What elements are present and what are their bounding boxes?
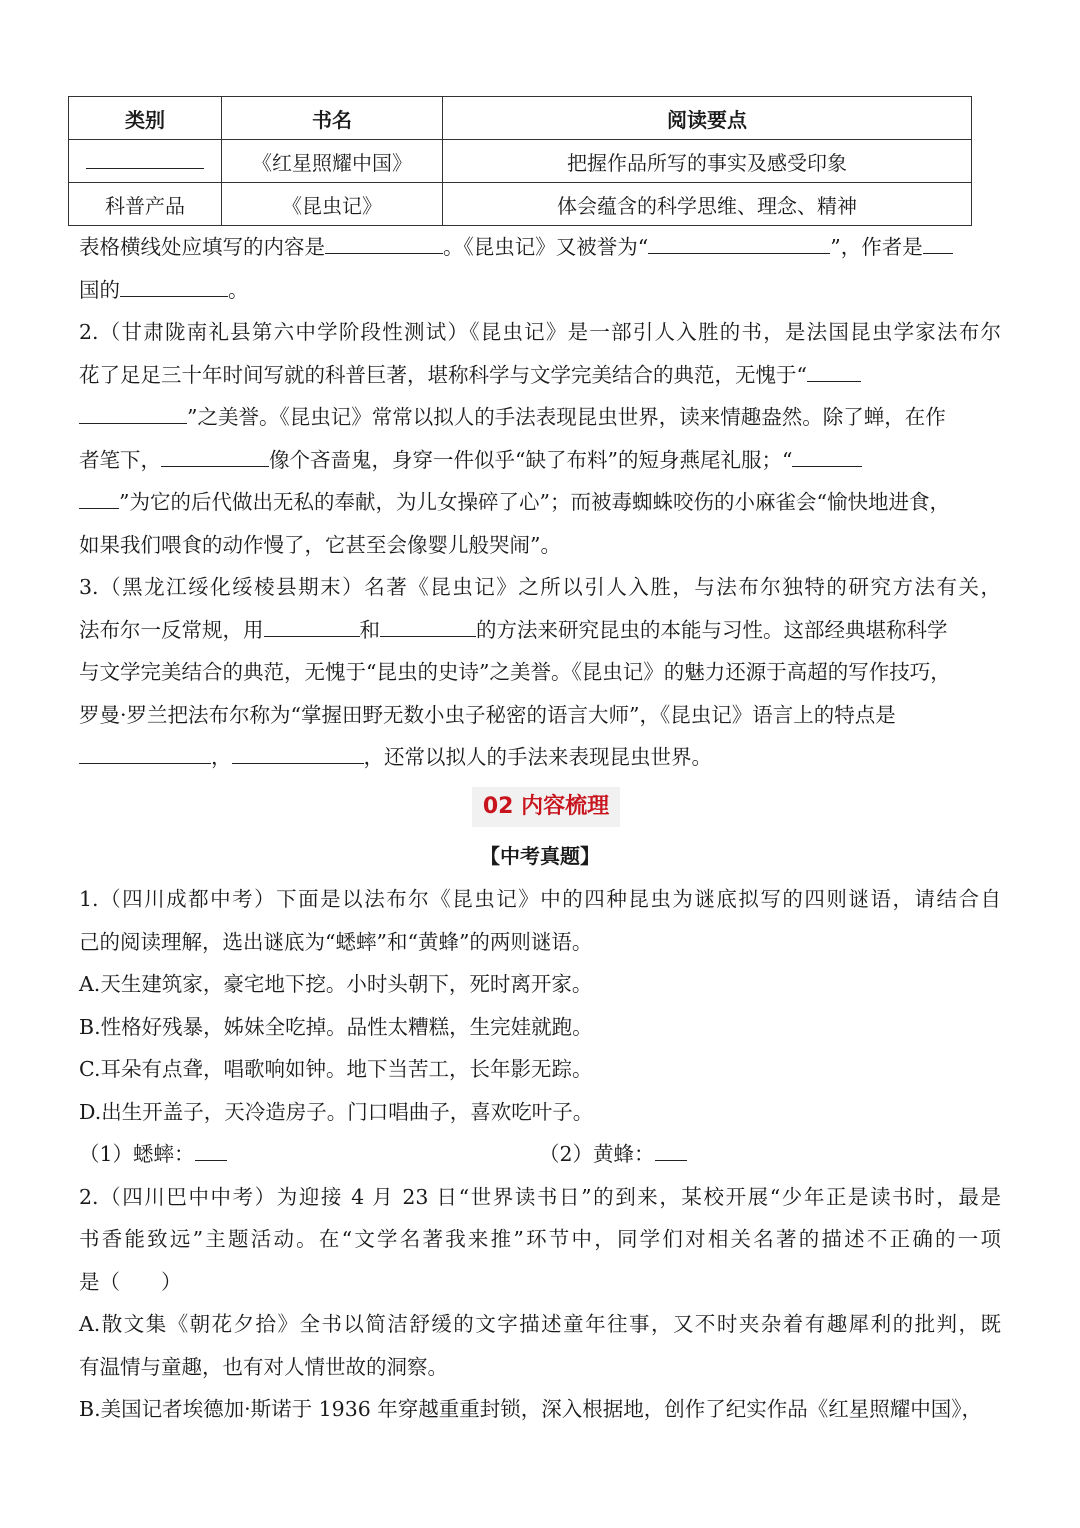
- text-segment: 表格横线处应填写的内容是: [79, 235, 325, 259]
- table-cell-book: 《红星照耀中国》: [222, 140, 443, 183]
- text-line: 书香能致远”主题活动。在“文学名著我来推”环节中，同学们对相关名著的描述不正确的一项: [79, 1227, 1001, 1251]
- option-a: A.散文集《朝花夕拾》全书以简洁舒缓的文字描述童年往事，又不时夹杂着有趣犀利的批判，既: [79, 1312, 1001, 1336]
- table-cell-point: 把握作品所写的事实及感受印象: [443, 140, 972, 183]
- table-cell-category-blank: [69, 140, 222, 183]
- question-block-1: [79, 226, 1001, 779]
- table-cell-point: 体会蕴含的科学思维、理念、精神: [443, 183, 972, 226]
- text-line: [79, 354, 1001, 397]
- option-c: C.耳朵有点聋，唱歌响如钟。地下当苦工，长年影无踪。: [79, 1057, 593, 1081]
- fill-blank: [79, 403, 187, 424]
- text-segment: 花了足足三十年时间写就的科普巨著，堪称科学与文学完美结合的典范，无愧于“: [79, 362, 807, 387]
- text-line: 与文学完美结合的典范，无愧于“昆虫的史诗”之美誉。《昆虫记》的魅力还源于高超的写作技巧，: [79, 660, 951, 684]
- text-segment: 。《昆虫记》又被誉为“: [443, 235, 649, 259]
- fill-blank: [86, 148, 204, 169]
- fill-blank: [380, 616, 476, 637]
- text-line: [79, 609, 1001, 652]
- option-a: A.天生建筑家，豪宅地下挖。小时头朝下，死时离开家。: [79, 972, 593, 996]
- text-line: 己的阅读理解，选出谜底为“蟋蟀”和“黄蜂”的两则谜语。: [79, 929, 593, 954]
- table-row: [69, 140, 972, 183]
- fill-blank: [655, 1140, 687, 1161]
- text-segment: 和: [359, 617, 380, 642]
- text-line: [79, 439, 1001, 482]
- text-segment: ，还常以拟人的手法来表现昆虫世界。: [363, 745, 712, 769]
- text-line: 罗曼·罗兰把法布尔称为“掌握田野无数小虫子秘密的语言大师”，《昆虫记》语言上的特点是: [79, 702, 896, 727]
- option-d: D.出生开盖子，天冷造房子。门口唱曲子，喜欢吃叶子。: [79, 1099, 594, 1124]
- text-line: 2.（四川巴中中考）为迎接 4 月 23 日“世界读书日”的到来，某校开展“少年正是读书时，最是: [79, 1184, 1001, 1209]
- table-header-book: 书名: [222, 97, 443, 140]
- fill-blank: [325, 233, 443, 254]
- text-line: 是（ ）: [79, 1269, 182, 1294]
- text-segment: 法布尔一反常规，用: [79, 617, 264, 642]
- fill-blank: [161, 446, 269, 467]
- text-line: [79, 736, 1001, 779]
- text-segment: 国的: [79, 277, 120, 302]
- text-line: 有温情与童趣，也有对人情世故的洞察。: [79, 1354, 448, 1379]
- fill-blank: [923, 233, 953, 254]
- text-line: 1.（四川成都中考）下面是以法布尔《昆虫记》中的四种昆虫为谜底拟写的四则谜语，请结合自: [79, 887, 1001, 911]
- answer-line: [79, 1133, 1001, 1176]
- table-header-row: [69, 97, 972, 140]
- fill-blank: [195, 1140, 227, 1161]
- fill-blank: [264, 616, 360, 637]
- answer-right: [539, 1133, 687, 1176]
- table-cell-category: 科普产品: [69, 183, 222, 226]
- text-segment: 。: [228, 277, 249, 302]
- fill-blank: [120, 276, 228, 297]
- table-row: [69, 183, 972, 226]
- section-subtitle: 【中考真题】: [480, 844, 600, 868]
- option-b: B.性格好残暴，姊妹全吃掉。品性太糟糕，生完娃就跑。: [79, 1014, 593, 1039]
- question-block-2: [79, 878, 1001, 1431]
- table-header-category: 类别: [69, 97, 222, 140]
- text-line: 3.（黑龙江绥化绥棱县期末）名著《昆虫记》之所以引人入胜，与法布尔独特的研究方法有关，: [79, 575, 1001, 599]
- text-segment: ”，作者是: [830, 235, 923, 259]
- text-segment: 的方法来研究昆虫的本能与习性。这部经典堪称科学: [476, 617, 948, 642]
- text-line: 2.（甘肃陇南礼县第六中学阶段性测试）《昆虫记》是一部引人入胜的书，是法国昆虫学家法布尔: [79, 320, 1001, 344]
- text-segment: ”之美誉。《昆虫记》常常以拟人的手法表现昆虫世界，读来情趣盎然。除了蝉，在作: [187, 405, 946, 429]
- option-b: B.美国记者埃德加·斯诺于 1936 年穿越重重封锁，深入根据地，创作了纪实作品《红星照耀中国》，: [79, 1397, 983, 1421]
- fill-blank: [232, 743, 364, 764]
- answer-label-2: （2）黄蜂：: [539, 1142, 655, 1166]
- text-segment: ”为它的后代做出无私的奉献，为儿女操碎了心”；而被毒蜘蛛咬伤的小麻雀会“愉快地进食，: [119, 490, 950, 514]
- text-segment: 像个吝啬鬼，身穿一件似乎“缺了布料”的短身燕尾礼服；“: [269, 447, 793, 472]
- text-segment: 者笔下，: [79, 447, 161, 472]
- text-line: [79, 226, 1001, 269]
- fill-blank: [79, 488, 119, 509]
- fill-blank: [792, 446, 862, 467]
- section-title: 02 内容梳理: [472, 787, 620, 827]
- table-cell-book: 《昆虫记》: [222, 183, 443, 226]
- text-line: [79, 269, 1001, 312]
- answer-label-1: （1）蟋蟀：: [79, 1142, 195, 1166]
- table-header-point: 阅读要点: [443, 97, 972, 140]
- fill-blank: [648, 233, 830, 254]
- text-line: [79, 396, 1001, 439]
- text-line: 如果我们喂食的动作慢了，它甚至会像婴儿般哭闹”。: [79, 532, 561, 557]
- text-segment: ，: [211, 745, 232, 769]
- fill-blank: [807, 361, 861, 382]
- reading-table: [68, 96, 972, 226]
- text-line: [79, 481, 1001, 524]
- fill-blank: [79, 743, 211, 764]
